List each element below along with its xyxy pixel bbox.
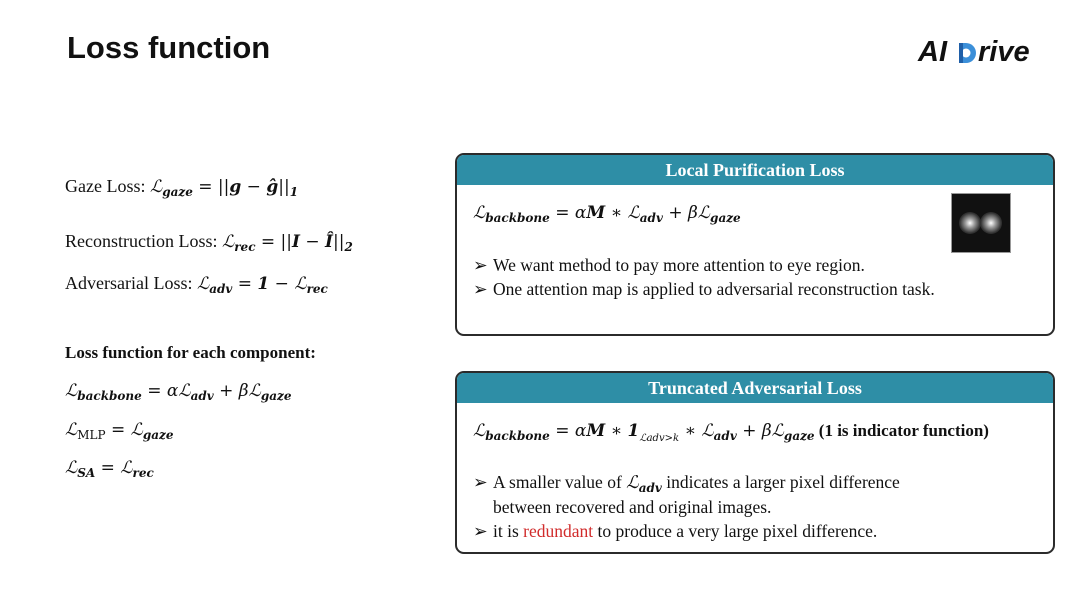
trunc-bullet-1: ➢ A smaller value of ℒ$_{adv}$ indicates a larger pixel difference (473, 472, 900, 495)
truncated-adversarial-formula: ℒ$_{backbone}$ = αM ∗ $1_{ℒadv>k}$ ∗ ℒ$_{adv}$ + βℒ$_{gaze}$ (1 is indicator function) (473, 421, 989, 444)
gaze-loss-formula: ℒ$_{gaze}$ = $||g - ĝ||_1$ (149, 177, 299, 199)
trunc-bullet-2: ➢ it is redundant to produce a very large pixel difference. (473, 521, 878, 541)
trunc-bullet-1-line-2: between recovered and original images. (493, 497, 772, 517)
arrow-bullet-icon: ➢ (473, 255, 488, 275)
adv-loss-formula: ℒ$_{adv}$ = 1 − ℒ$_{rec}$ (196, 274, 328, 296)
redundant-highlight: redundant (523, 521, 594, 541)
component-heading: Loss function for each component: (65, 343, 316, 362)
local-purification-header: Local Purification Loss (457, 155, 1053, 185)
page-title: Loss function (67, 30, 271, 65)
arrow-bullet-icon: ➢ (473, 521, 488, 541)
left-eye-spot (959, 212, 981, 234)
reconstruction-loss (65, 231, 353, 254)
rec-loss-label: Reconstruction Loss: (65, 231, 218, 251)
arrow-bullet-icon: ➢ (473, 279, 488, 299)
gaze-loss (65, 176, 298, 199)
arrow-bullet-icon: ➢ (473, 472, 488, 492)
rec-loss-formula: ℒ$_{rec}$ = $||I - Î||_2$ (221, 232, 353, 254)
adv-loss-label: Adversarial Loss: (65, 273, 193, 293)
local-purification-box (455, 153, 1055, 336)
mlp-formula: ℒ$_{MLP}$ = ℒ$_{gaze}$ (65, 420, 174, 442)
truncated-adversarial-box (455, 371, 1055, 554)
right-eye-spot (980, 212, 1002, 234)
backbone-formula: ℒ$_{backbone}$ = αℒ$_{adv}$ + βℒ$_{gaze}$ (65, 381, 292, 403)
truncated-adversarial-header: Truncated Adversarial Loss (457, 373, 1053, 403)
gear-icon (955, 41, 977, 65)
ai-drive-logo (918, 36, 1030, 69)
local-bullet-1: ➢ We want method to pay more attention to eye region. (473, 255, 865, 275)
adversarial-loss (65, 273, 328, 296)
sa-formula: ℒ$_{SA}$ = ℒ$_{rec}$ (65, 458, 154, 480)
attention-map-image (951, 193, 1011, 253)
local-purification-formula: ℒ$_{backbone}$ = αM ∗ ℒ$_{adv}$ + βℒ$_{gaze}$ (473, 203, 741, 225)
logo-text-rive: rive (978, 36, 1030, 68)
gaze-loss-label: Gaze Loss: (65, 176, 146, 196)
logo-text-ai: AI (918, 36, 947, 68)
local-bullet-2: ➢ One attention map is applied to adversarial reconstruction task. (473, 279, 935, 299)
indicator-note: (1 is indicator function) (818, 421, 989, 440)
